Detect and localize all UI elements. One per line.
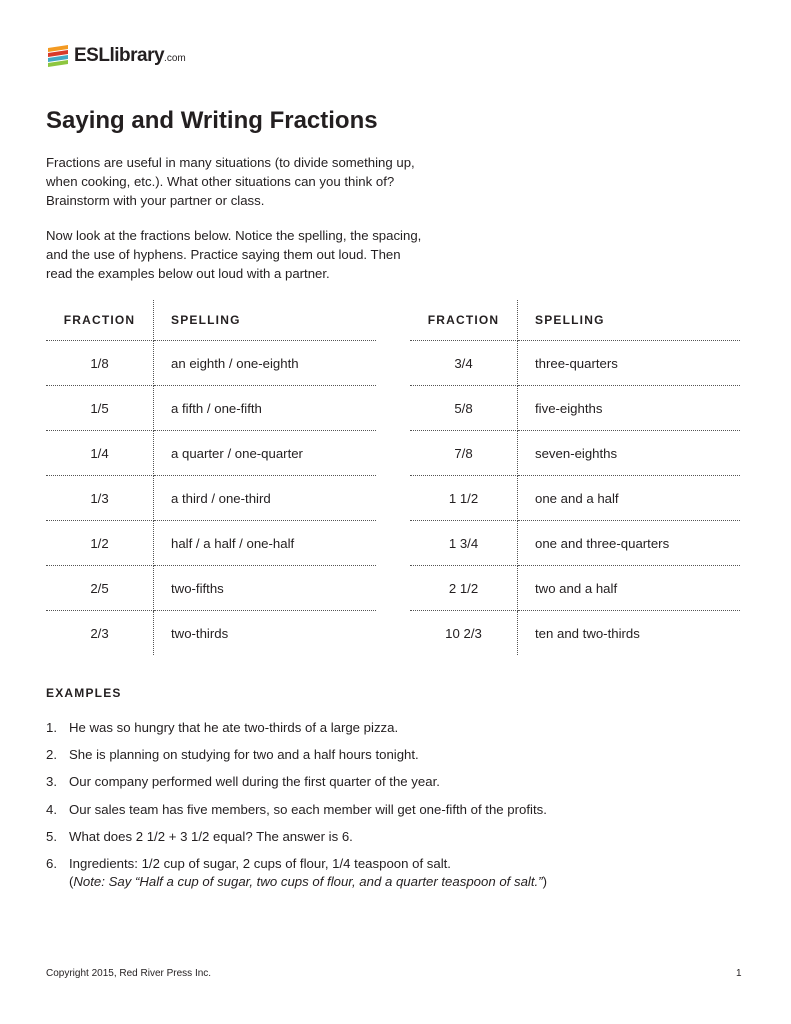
fraction-cell: 1/4 bbox=[46, 431, 154, 476]
fraction-cell: 2/3 bbox=[46, 611, 154, 656]
list-item bbox=[46, 828, 746, 846]
table-row bbox=[410, 476, 740, 521]
fraction-cell: 3/4 bbox=[410, 341, 518, 386]
table-row bbox=[46, 476, 376, 521]
table-row bbox=[410, 431, 740, 476]
item-number: 4. bbox=[46, 801, 57, 817]
examples-heading: EXAMPLES bbox=[46, 686, 122, 700]
spelling-cell: an eighth / one-eighth bbox=[154, 341, 377, 386]
table-row bbox=[46, 566, 376, 611]
fraction-cell: 7/8 bbox=[410, 431, 518, 476]
brand-logo bbox=[46, 45, 186, 67]
table-row bbox=[410, 521, 740, 566]
spelling-cell: five-eighths bbox=[518, 386, 741, 431]
fraction-cell: 1 1/2 bbox=[410, 476, 518, 521]
fraction-cell: 10 2/3 bbox=[410, 611, 518, 656]
list-item bbox=[46, 719, 746, 737]
item-number: 6. bbox=[46, 855, 57, 871]
spelling-cell: ten and two-thirds bbox=[535, 625, 640, 641]
table-row bbox=[46, 431, 376, 476]
item-text: Our company performed well during the first quarter of the year. bbox=[69, 774, 440, 790]
table-row bbox=[410, 566, 740, 611]
copyright-text: Copyright 2015, Red River Press Inc. bbox=[46, 968, 212, 979]
spelling-cell: one and a half bbox=[518, 476, 741, 521]
stacked-books-icon bbox=[46, 45, 70, 67]
spelling-cell: a quarter / one-quarter bbox=[154, 431, 377, 476]
logo-wordmark: ESLlibrary.com bbox=[74, 45, 186, 66]
page-number: 1 bbox=[736, 968, 742, 979]
table-row bbox=[410, 341, 740, 386]
fractions-table-right bbox=[410, 300, 740, 655]
item-number: 2. bbox=[46, 747, 57, 763]
column-header-spelling: SPELLING bbox=[518, 300, 741, 341]
list-item bbox=[46, 746, 746, 764]
table-row bbox=[46, 611, 376, 656]
item-text: Ingredients: 1/2 cup of sugar, 2 cups of flour, 1/4 teaspoon of salt. bbox=[69, 855, 451, 871]
spelling-cell: a fifth / one-fifth bbox=[154, 386, 377, 431]
intro-paragraph-2: Now look at the fractions below. Notice the spelling, the spacing, and the use of hyphens. Practice saying them out loud. Then read the examples below out loud with a partner. bbox=[46, 228, 422, 281]
fraction-cell: 2 1/2 bbox=[410, 566, 518, 611]
list-item: 6. Ingredients: 1/2 cup of sugar, 2 cups of flour, 1/4 teaspoon of salt. (Note: Say “Half a cup of sugar, two cups of flour, and a quarter teaspoon of salt.”) bbox=[46, 855, 547, 889]
spelling-cell: two and a half bbox=[518, 566, 741, 611]
spelling-cell: two-thirds bbox=[171, 625, 229, 641]
fractions-table-left bbox=[46, 300, 376, 655]
item-text: She is planning on studying for two and a half hours tonight. bbox=[69, 747, 419, 763]
column-header-fraction: FRACTION bbox=[410, 300, 518, 341]
fraction-cell: 1/8 bbox=[46, 341, 154, 386]
column-header-fraction: FRACTION bbox=[46, 300, 154, 341]
table-row bbox=[46, 386, 376, 431]
table-row bbox=[46, 521, 376, 566]
fraction-cell: 1/3 bbox=[46, 476, 154, 521]
item-note: Note: Say “Half a cup of sugar, two cups of flour, and a quarter teaspoon of salt.” bbox=[73, 873, 543, 889]
spelling-cell: half / a half / one-half bbox=[154, 521, 377, 566]
page-title: Saying and Writing Fractions bbox=[46, 107, 378, 134]
item-text: Our sales team has five members, so each member will get one-fifth of the profits. bbox=[69, 801, 547, 817]
item-text: He was so hungry that he ate two-thirds of a large pizza. bbox=[69, 720, 399, 735]
spelling-cell: three-quarters bbox=[518, 341, 741, 386]
fraction-cell: 5/8 bbox=[410, 386, 518, 431]
fraction-cell: 1/2 bbox=[46, 521, 154, 566]
spelling-cell: seven-eighths bbox=[518, 431, 741, 476]
table-row bbox=[410, 386, 740, 431]
fraction-cell: 2/5 bbox=[46, 566, 154, 611]
fraction-cell: 1/5 bbox=[46, 386, 154, 431]
list-item bbox=[46, 801, 746, 819]
item-text: What does 2 1/2 + 3 1/2 equal? The answer is 6. bbox=[69, 828, 353, 844]
list-item bbox=[46, 773, 746, 791]
item-number: 5. bbox=[46, 828, 57, 844]
table-row bbox=[410, 611, 740, 656]
examples-list bbox=[46, 719, 746, 900]
item-number: 1. bbox=[46, 720, 57, 735]
item-number: 3. bbox=[46, 774, 57, 790]
spelling-cell: one and three-quarters bbox=[518, 521, 741, 566]
intro-paragraph-1: Fractions are useful in many situations (to divide something up, when cooking, etc.). What other situations can you think of? Brainstorm with your partner or class. bbox=[46, 155, 415, 208]
spelling-cell: two-fifths bbox=[154, 566, 377, 611]
fraction-cell: 1 3/4 bbox=[410, 521, 518, 566]
spelling-cell: a third / one-third bbox=[154, 476, 377, 521]
column-header-spelling: SPELLING bbox=[154, 300, 377, 341]
table-row bbox=[46, 341, 376, 386]
